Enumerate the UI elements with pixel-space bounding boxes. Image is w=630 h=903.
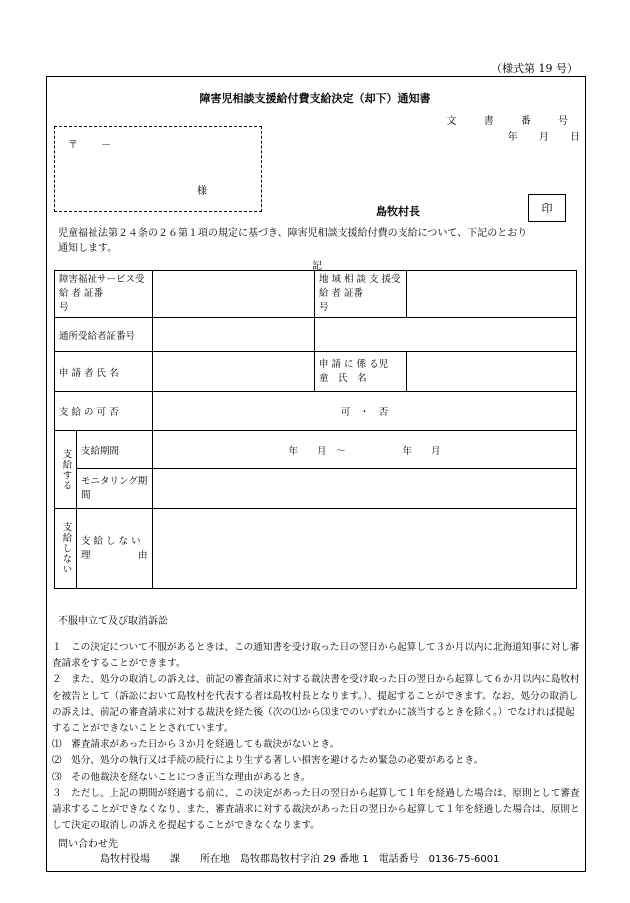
day-recipient-cells[interactable] bbox=[153, 318, 315, 352]
note-2-1: ⑴ 審査請求があった日から３か月を経過しても裁決がないとき。 bbox=[52, 739, 340, 751]
table-row bbox=[55, 318, 577, 352]
day-recipient-label: 通所受給者証番号 bbox=[55, 318, 153, 352]
notes-list bbox=[52, 640, 582, 834]
no-grant-reason-label: 支 給 し な い理 由 bbox=[77, 509, 153, 589]
service-recipient-label: 障害福祉サービス受 給 者 証番 号 bbox=[55, 271, 153, 318]
table-row bbox=[55, 352, 577, 392]
note-3: ３ ただし、上記の期間が経過する前に、この決定があった日の翌日から起算して１年を経過した場合は、原則として審査請求することができなくなり、また、審査請求に対する裁決があった日の翌日から起算して１年を経過した場合は、原則として決定の取消しの訴えを提起することができなくなります。 bbox=[52, 787, 580, 832]
note-1: １ この決定について不服があるときは、この通知書を受け取った日の翌日から起算して３か月以内に北海道知事に対し審査請求をすることができます。 bbox=[52, 642, 580, 670]
note-2: ２ また、処分の取消しの訴えは、前記の審査請求に対する裁決書を受け取った日の翌日から起算して６か月以内に島牧村を被告として（訴訟において島牧村を代表する者は島牧村長となります。）、提起することができます。なお、処分の取消しの訴えは、前記の審査請求に対する裁決を経た後（次の⑴から⑶までのいずれかに該当するときを除く。）でなければ提起することができないこととされています。 bbox=[52, 674, 580, 735]
document-number-label: 文 書 番 号 bbox=[446, 116, 580, 127]
approval-label: 支 給 の 可 否 bbox=[55, 392, 153, 431]
postal-code: 〒 － bbox=[68, 140, 112, 151]
note-2-2: ⑵ 処分、処分の執行又は手続の続行により生ずる著しい損害を避けるため緊急の必要があるとき。 bbox=[52, 755, 484, 767]
issuer-name: 島牧村長 bbox=[376, 205, 420, 218]
grant-period-label: 支給期間 bbox=[77, 431, 153, 469]
document-title: 障害児相談支援給付費支給決定（却下）通知書 bbox=[199, 92, 431, 105]
approval-value[interactable]: 可 ・ 否 bbox=[153, 392, 577, 431]
day-recipient-blank bbox=[315, 318, 577, 352]
intro-text: 児童福祉法第２４条の２６第１項の規定に基づき、障害児相談支援給付費の支給について、下記のとおり通知します。 bbox=[58, 228, 528, 254]
contact-heading: 問い合わせ先 bbox=[58, 839, 118, 850]
applicant-name-label: 申 請 者 氏 名 bbox=[55, 352, 153, 392]
table-row bbox=[55, 469, 577, 509]
regional-consult-cells[interactable] bbox=[407, 271, 577, 318]
grant-period-value[interactable]: 年 月 ～ 年 月 bbox=[153, 431, 577, 469]
table-row bbox=[55, 509, 577, 589]
no-grant-label: 支給しない bbox=[55, 509, 77, 589]
table-row bbox=[55, 431, 577, 469]
objection-title: 不服申立て及び取消訴訟 bbox=[58, 616, 168, 627]
contact-line: 島牧村役場 課 所在地 島牧郡島牧村字泊 29 番地 1 電話番号 0136-75-6001 bbox=[100, 854, 500, 865]
table-row bbox=[55, 271, 577, 318]
form-number: （様式第 19 号） bbox=[491, 62, 578, 75]
child-name-field[interactable] bbox=[407, 352, 577, 392]
monitoring-period-field[interactable] bbox=[153, 469, 577, 509]
note-2-3: ⑶ その他裁決を経ないことにつき正当な理由があるとき。 bbox=[52, 771, 311, 783]
grant-label: 支給する bbox=[55, 431, 77, 509]
applicant-name-field[interactable] bbox=[153, 352, 315, 392]
monitoring-period-label: モニタリング期間 bbox=[77, 469, 153, 509]
child-name-label: 申 請 に 係 る児 童 氏 名 bbox=[315, 352, 407, 392]
ki-heading: 記 bbox=[312, 261, 322, 272]
regional-consult-label: 地 域 相 談 支 援受 給 者 証番 号 bbox=[315, 271, 407, 318]
no-grant-reason-field[interactable] bbox=[153, 509, 577, 589]
table-row bbox=[55, 392, 577, 431]
seal-box: 印 bbox=[528, 194, 566, 222]
honorific: 様 bbox=[197, 186, 207, 197]
decision-table bbox=[54, 270, 577, 589]
service-recipient-cells[interactable] bbox=[153, 271, 315, 318]
document-date-label: 年 月 日 bbox=[507, 132, 580, 143]
